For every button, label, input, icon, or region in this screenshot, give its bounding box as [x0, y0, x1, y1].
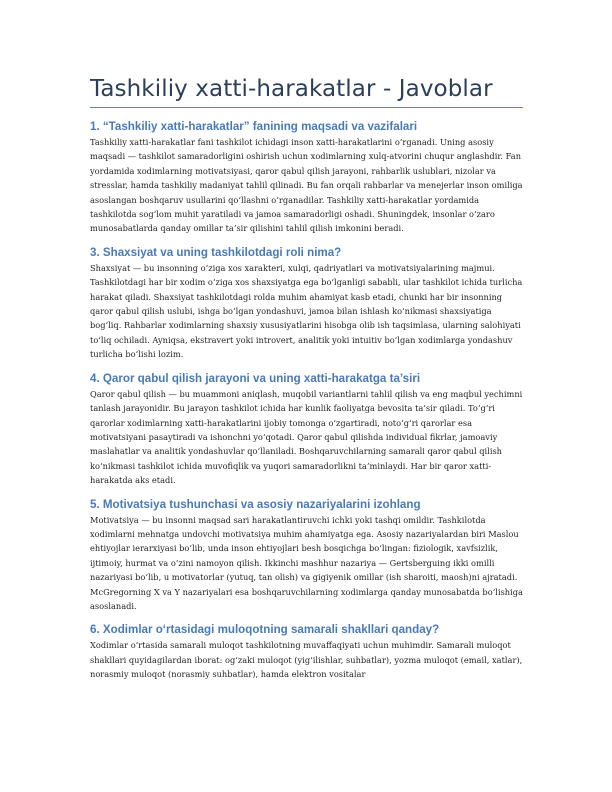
section-communication	[90, 622, 523, 681]
section-heading: 6. Xodimlar o‘rtasidagi muloqotning samarali shakllari qanday?	[90, 623, 440, 637]
section-body: Qaror qabul qilish — bu muammoni aniqlash, muqobil variantlarni tahlil qilish va eng maqbul yechimni tanlash jarayonidir. Bu jarayon tashkilot ichida har kunlik faoliyatga bevosita ta’sir qiladi. To‘g‘ri qarorlar xodimlarning xatti-harakatlarini ijobiy tomonga o‘zgartiradi, noto‘g‘ri qarorlar esa motivatsiyani pasaytiradi va ishonchni yo‘qotadi. Qaror qabul qilishda individual fikrlar, jamoaviy maslahatlar va analitik yondashuvlar qo‘llaniladi. Boshqaruvchilarning samarali qaror qabul qilish ko‘nikmasi tashkilot ichida muvofiqlik va yuqori samaradorlikni ta’minlaydi. Har bir qaror xatti-harakatda aks etadi.	[90, 388, 523, 486]
section-body: Xodimlar o‘rtasida samarali muloqot tashkilotning muvaffaqiyati uchun muhimdir. Samarali muloqot shakllari quyidagilardan iborat: og‘zaki muloqot (yig‘ilishlar, suhbatlar), yozma muloqot (email, xatlar), norasmiy muloqot (norasmiy suhbatlar), hamda elektron vositalar	[90, 640, 523, 680]
section-personality	[90, 245, 523, 362]
section-body: Motivatsiya — bu insonni maqsad sari harakatlantiruvchi ichki yoki tashqi omildir. Tashkilotda xodimlarni mehnatga undovchi motivatsiya muhim ahamiyatga ega. Asosiy nazariyalardan biri Maslou ehtiyojlar ierarxiyasi bo‘lib, unda inson ehtiyojlari besh bosqichga bo‘lingan: fiziologik, xavfsizlik, ijtimoiy, hurmat va o‘zini namoyon qilish. Ikkinchi mashhur nazariya — Gertsberguing ikki omilli nazariyasi bo‘lib, u motivatorlar (yutuq, tan olish) va gigiyenik omillar (ish sharoiti, maosh)ni ajratadi. McGregorning X va Y nazariyalari esa boshqaruvchilarning xodimlarga qanday munosabatda bo‘lishiga asoslanadi.	[90, 514, 523, 611]
document-title: Tashkiliy xatti-harakatlar - Javoblar	[90, 74, 523, 108]
section-heading: 5. Motivatsiya tushunchasi va asosiy nazariyalarini izohlang	[90, 497, 421, 511]
section-body: Shaxsiyat — bu insonning o‘ziga xos xarakteri, xulqi, qadriyatlari va motivatsiyalarining majmui. Tashkilotdagi har bir xodim o‘ziga xos shaxsiyatga ega bo‘lganligi sababli, ular tashkilot ichida turlicha harakat qiladi. Shaxsiyat tashkilotdagi rolda muhim ahamiyat kasb etadi, chunki har bir insonning qaror qabul qilish uslubi, ishga bo‘lgan yondashuvi, jamoa bilan ishlash ko‘nikmasi shaxsiyatiga bog‘liq. Rahbarlar xodimlarning shaxsiy xususiyatlarini hisobga olib ish taqsimlasa, ularning salohiyati to‘liq ochiladi. Ayniqsa, ekstravert yoki introvert, analitik yoki intuitiv bo‘lgan xodimlarga yondashuv turlicha bo‘lishi lozim.	[90, 262, 523, 360]
section-purpose	[90, 119, 523, 236]
section-heading: 4. Qaror qabul qilish jarayoni va uning xatti-harakatga ta’siri	[90, 371, 421, 385]
section-motivation	[90, 497, 523, 614]
section-body: Tashkiliy xatti-harakatlar fani tashkilot ichidagi inson xatti-harakatlarini o‘rganadi. Uning asosiy maqsadi — tashkilot samaradorligini oshirish uchun xodimlarning xulq-atvorini chuqur anglashdir. Fan yordamida xodimlarning motivatsiyasi, qaror qabul qilish jarayoni, rahbarlik uslublari, nizolar va stresslar, hamda tashkiliy madaniyat tahlil qilinadi. Bu fan orqali rahbarlar va menejerlar inson omiliga asoslangan boshqaruv usullarini qo‘llashni o‘rganadilar. Tashkiliy xatti-harakatlar yordamida tashkilotda sog‘lom muhit yaratiladi va jamoa samaradorligi oshadi. Shuningdek, insonlar o‘zaro munosabatlarda qanday omillar ta’sir qilishini tahlil qilish imkonini beradi.	[90, 137, 523, 234]
section-heading: 3. Shaxsiyat va uning tashkilotdagi roli nima?	[90, 245, 342, 259]
section-decision-making	[90, 371, 523, 488]
section-heading: 1. “Tashkiliy xatti-harakatlar” fanining maqsadi va vazifalari	[90, 120, 418, 133]
